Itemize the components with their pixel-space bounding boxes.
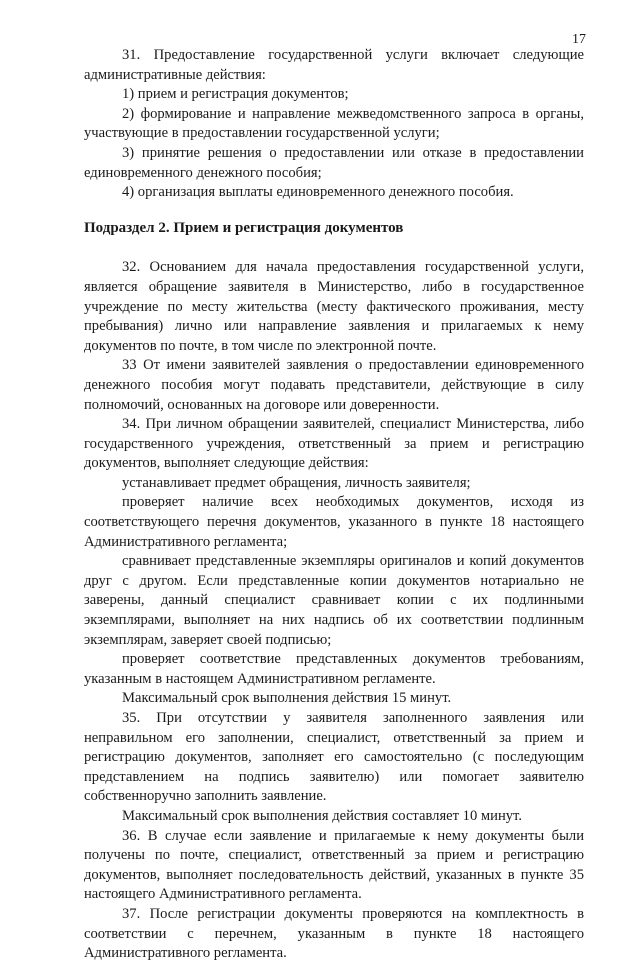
list-item: 2) формирование и направление межведомственного запроса в органы, участвующие в предоставлении государственной услуги; xyxy=(84,105,584,142)
list-item: проверяет соответствие представленных документов требованиям, указанным в настоящем Административном регламенте. xyxy=(84,651,584,687)
time-limit-35: Максимальный срок выполнения действия составляет 10 минут. xyxy=(122,807,522,824)
list-item: 4) организация выплаты единовременного денежного пособия. xyxy=(122,184,514,201)
subsection-title: Подраздел 2. Прием и регистрация документов xyxy=(84,219,404,236)
list-item: сравнивает представленные экземпляры оригиналов и копий документов друг с другом. Если представленные копии документов нотариально не заверены, данный специалист сравнивает копии с их подлинными экземплярами, выполняет на них надпись об их соответствии подлинным экземплярам, заверяет своей подписью; xyxy=(84,553,584,648)
paragraph-37: 37. После регистрации документы проверяются на комплектность в соответствии с перечнем, указанным в пункте 18 настоящего Административного регламента. xyxy=(84,905,584,962)
paragraph-34: 34. При личном обращении заявителей, специалист Министерства, либо государственного учреждения, ответственный за прием и регистрацию документов, выполняет следующие действия: xyxy=(84,416,584,472)
paragraph-33: 33 От имени заявителей заявления о предоставлении единовременного денежного пособия могут подавать представители, действующие в силу полномочий, основанных на договоре или доверенности. xyxy=(84,357,584,413)
paragraph-36: 36. В случае если заявление и прилагаемые к нему документы были получены по почте, специалист, ответственный за прием и регистрацию документов, выполняет последовательность действий, указанных в пункте 35 настоящего Административного регламента. xyxy=(84,827,584,903)
paragraph-31: 31. Предоставление государственной услуги включает следующие административные действия: xyxy=(84,47,584,83)
page-number: 17 xyxy=(572,32,586,47)
list-item: проверяет наличие всех необходимых документов, исходя из соответствующего перечня документов, указанного в пункте 18 настоящего Административного регламента; xyxy=(84,494,584,550)
paragraph-32: 32. Основанием для начала предоставления государственной услуги, является обращение заявителя в Министерство, либо в государственное учреждение по месту жительства (месту фактического проживания, месту пребывания) лично или направление заявления и прилагаемых к нему документов по почте, в том числе по электронной почте. xyxy=(84,259,584,354)
time-limit-34: Максимальный срок выполнения действия 15 минут. xyxy=(122,690,452,707)
list-item: 3) принятие решения о предоставлении или отказе в предоставлении единовременного денежного пособия; xyxy=(84,144,584,181)
list-item: устанавливает предмет обращения, личность заявителя; xyxy=(122,474,471,491)
list-item: 1) прием и регистрация документов; xyxy=(122,86,349,103)
paragraph-35: 35. При отсутствии у заявителя заполненного заявления или неправильном его заполнении, специалист, ответственный за прием и регистрацию документов, заполняет его самостоятельно (с последующим представлением на подпись заявителю) или помогает заявителю собственноручно заполнить заявление. xyxy=(84,710,584,805)
document-body xyxy=(84,46,584,964)
